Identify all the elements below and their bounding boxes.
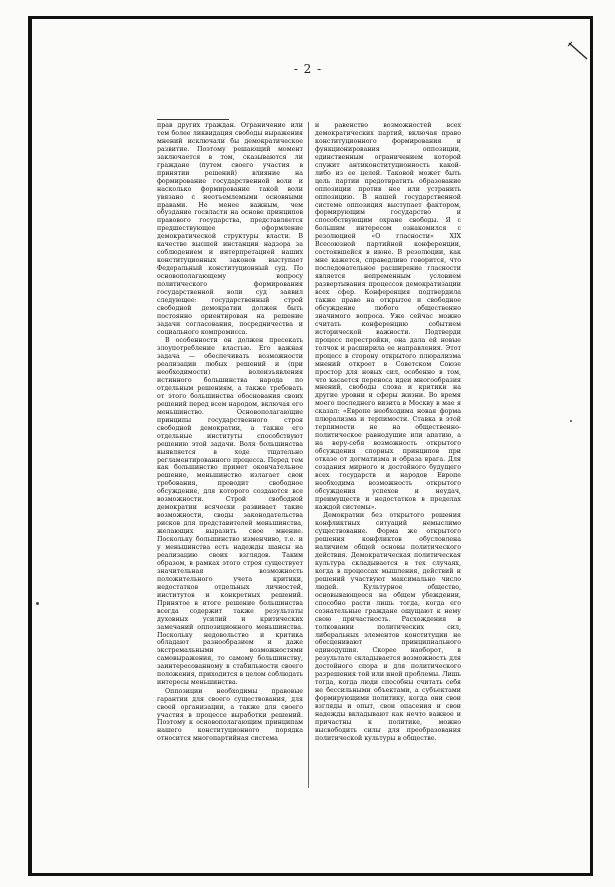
scan-speck: [36, 602, 39, 605]
article-column-left: [157, 122, 303, 788]
article-top-rule: [157, 119, 229, 120]
corner-pen-mark: [567, 40, 589, 62]
paragraph: и равенство возможностей всех демократических партий, включая право конституционного формирования и функционирования оппозиции, единственным ограничением которой служит антиконституционность какой-либо из ее целей. Таковой может быть цель партии предотвратить образование оппозиции против нее или устранить оппозицию. В нашей государственной системе оппозиция выступает фактором, формирующим государство и способствующим охране свободы. Я с большим интересом ознакомился с резолюцией «О гласности» XIX Всесоюзной партийной конференции, состоявшейся в июне. В резолюции, как мне кажется, справедливо говорится, что последовательное расширение гласности является непременным условием развертывания процессов демократизации всех сфер. Конференция подтвердила также право на открытое и свободное обсуждение любого общественно значимого вопроса. Уже сейчас можно считать конференцию событием исторической важности. Подтверди процесс перестройки, она дала ей новые толчок и расширила ее направления. Этот процесс в сторону открытого плюрализма мнений откроет в Советском Союзе простор для новых сил, особенно в том, что касается переноса идеи многообразия мнений, свободы слова и критики на другие уровни и сферы жизни. Во время моего последнего визита в Москву в мае я сказал: «Европе необходима новая форма плюрализма и терпимости. Ставка в этой терпимости не на общественно-политическое равнодушие или апатию, а на веру-себя возможность открытого обсуждения спорных принципов при отказе от догматизма и образа врага. Для создания мирного и достойного будущего всех государств и народов Европе необходима возможность открытого обсуждения успехов и неудач, преимуществ и недостатков в пределах каждой системы».: [315, 122, 461, 511]
paragraph: Демократии без открытого решения конфликтных ситуаций немыслимо существование. Форма же открытого решения конфликтов обусловлена наличием общей основы политического действия. Демократическая политическая культура складывается в тех случаях, когда в процессах мышления, действий и решений участвуют максимально число людей. Культурное общество, основывающееся на общем убеждении, способно расти лишь тогда, когда его сознательные граждане ощущают к нему свою причастность. Расхождения в толковании политических сил, либеральных элементов конституции не обесценивают принципиального единодушия. Скорее наоборот, в результате складывается возможность для достойного спора и для политического разрешения той или иной проблемы. Лишь тогда, когда люди способны считать себя не бессильными объектами, а субъектами формирующими политику, когда они свои взгляды и опыт, свои опасения и свои надежды вкладывают как нечто важное и причастны к политике, можно высвободить силы для преобразования политической культуры в обществе.: [315, 512, 461, 742]
paragraph: В особенности он должен пресекать злоупотребление властью. Его важная задача — обеспечивать возможности реализации любых решений и (при необходимости) волеизъявления истинного большинства народа по отдельным решениям, а также требовать от этого большинства обоснования своих решений перед всем народом, включая его меньшинство. Основополагающие принципы государственного строя свободной демократии, а также его отдельные институты способствуют решению этой задачи. Воля большинства выявляется в ходе тщательно регламентированного процесса. Перед тем как большинство примет окончательное решение, меньшинство излагает свои требования, проводит свободное обсуждение, для которого создаются все возможности. Строй свободной демократии всячески развивает такие возможности, своды законодательства рисков для представителей меньшинства, желающих выразить свое мнение. Поскольку большинство изменчиво, т.е. и у меньшинства есть надежды шансы на реализацию своих взглядов. Таким образом, в рамках этого строя существует значительная возможность положительного учета критики, недостатков отдельных личностей, институтов и конкретных решений. Принятое в итоге решение большинства всегда содержит также результаты духовных усилий и критических замечаний оппозиционного меньшинства. Поскольку недовольство и критика обладают разнообразием и даже экстремальными возможностями самовыражения, то самому большинству, заинтересованному в стабильности своего положения, приходится в целом соблюдать интересы меньшинства.: [157, 337, 303, 687]
page-number: - 2 -: [293, 62, 323, 76]
article-body: [157, 122, 464, 788]
paragraph: Оппозиции необходимы правовые гарантии для своего существования, для своей организации, а также для своего участия в процессе выработки решений. Поэтому к основополагающим принципам нашего конституционного порядка относится многопартийная система: [157, 687, 303, 743]
paragraph: прав других граждан. Ограничение или тем более ликвидация свободы выражения мнений исключали бы демократическое развитие. Поэтому решающий момент заключается в том, сказываются ли граждане (путем своего участия в принятии решений) влияние на формирование государственной воли и насколько формирование такой воли увязано с неотъемлемыми основными правами. Не менее важным, чем обуздание госвласти на основе принципов правового государства, представляется предшествующее оформление демократической структуры власти. В качестве высшей инстанции надзора за соблюдением и интерпретацией наших конституционных законов выступает Федеральный конституционный суд. По основополагающему вопросу политического формирования государственной воли суд заявил следующее: государственный строй свободной демократии должен быть постоянно ориентирован на решение задачи согласования, посредничества и социального компромисса.: [157, 122, 303, 336]
article-column-right: [315, 122, 461, 788]
scan-speck: [570, 420, 572, 422]
column-divider: [308, 122, 309, 788]
